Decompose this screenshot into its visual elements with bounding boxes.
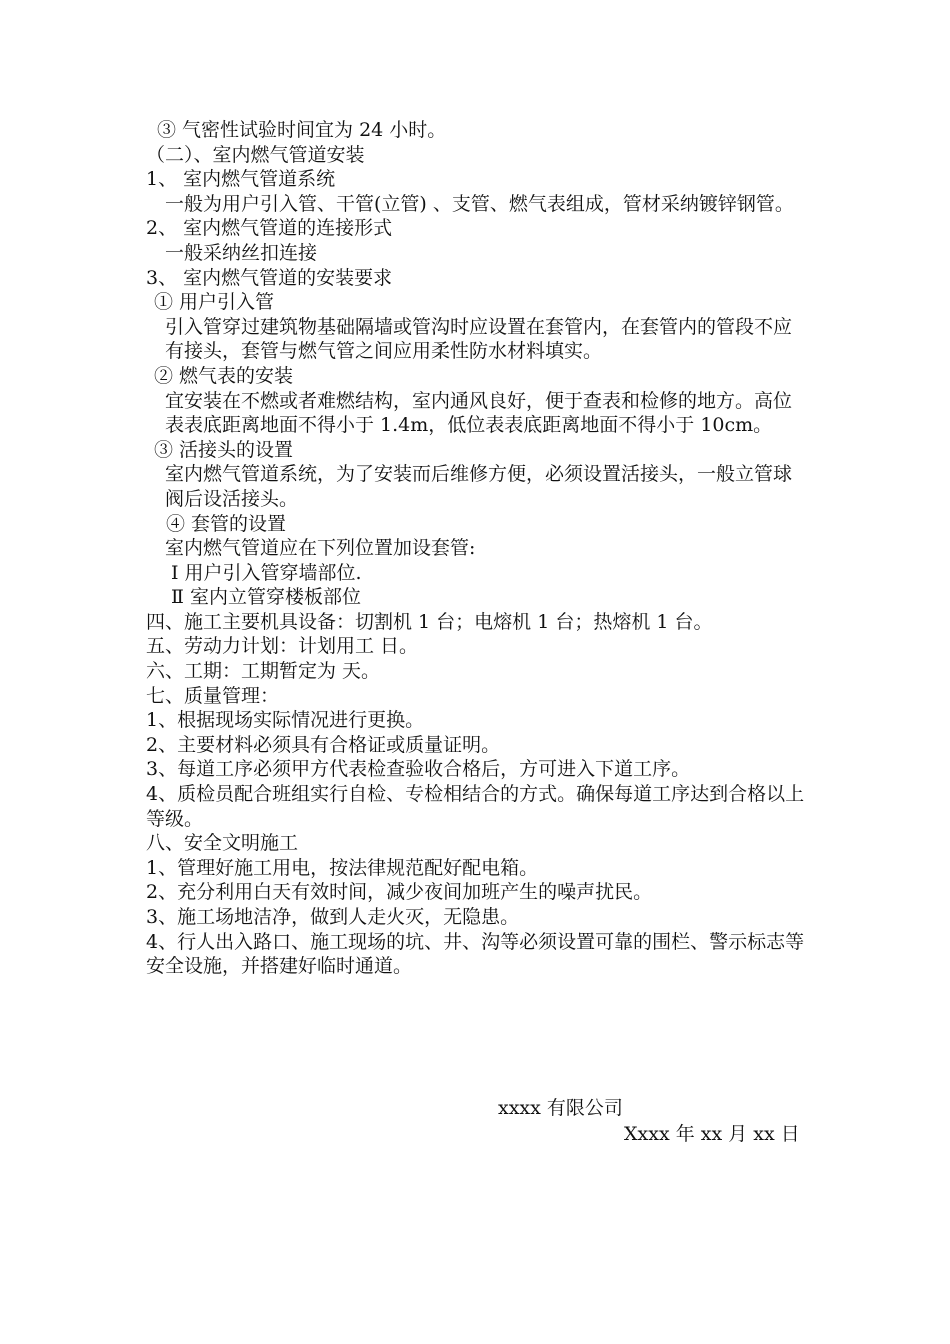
paragraph-line: 六、工期：工期暂定为 天。: [146, 660, 381, 683]
paragraph-line: 宜安装在不燃或者难燃结构，室内通风良好，便于查表和检修的地方。高位表表底距离地面不得小于 1.4m，低位表表底距离地面不得小于 10cm。: [165, 389, 793, 437]
paragraph-line: 1、根据现场实际情况进行更换。: [146, 709, 425, 732]
paragraph-line: ③ 活接头的设置: [154, 438, 294, 461]
paragraph-line: ① 用户引入管: [154, 291, 275, 314]
paragraph-line: Ⅰ 用户引入管穿墙部位.: [171, 561, 362, 584]
paragraph-line: 四、施工主要机具设备：切割机 1 台；电熔机 1 台；热熔机 1 台。: [146, 610, 713, 633]
paragraph-line: 五、劳动力计划：计划用工 日。: [146, 635, 419, 658]
paragraph-line: ② 燃气表的安装: [154, 364, 294, 387]
paragraph-line: 3、施工场地洁净，做到人走火灭，无隐患。: [146, 906, 520, 928]
paragraph-line: ③ 气密性试验时间宜为 24 小时。: [157, 119, 447, 141]
paragraph-line: 引入管穿过建筑物基础隔墙或管沟时应设置在套管内，在套管内的管段不应有接头，套管与燃气管之间应用柔性防水材料填实。: [165, 315, 793, 363]
paragraph-line: 室内燃气管道应在下列位置加设套管:: [165, 537, 476, 560]
paragraph-line: 3、每道工序必须甲方代表检查验收合格后，方可进入下道工序。: [146, 758, 691, 781]
paragraph-line: 1、管理好施工用电，按法律规范配好配电箱。: [146, 856, 539, 879]
paragraph-line: 2、 室内燃气管道的连接形式: [146, 217, 393, 240]
paragraph-line: 一般采纳丝扣连接: [165, 241, 318, 264]
paragraph-line: 一般为用户引入管、干管(立管) 、支管、燃气表组成，管材采纳镀锌钢管。: [165, 192, 794, 215]
paragraph-line: ④ 套管的设置: [166, 512, 287, 535]
document-body: [146, 118, 810, 979]
paragraph-line: （二）、室内燃气管道安装: [146, 143, 365, 166]
paragraph-line: 2、充分利用白天有效时间，减少夜间加班产生的噪声扰民。: [146, 881, 653, 904]
paragraph-line: 七、质量管理：: [146, 684, 280, 707]
paragraph-line: 室内燃气管道系统，为了安装而后维修方便，必须设置活接头，一般立管球阀后设活接头。: [165, 463, 793, 510]
paragraph-line: 4、行人出入路口、施工现场的坑、井、沟等必须设置可靠的围栏、警示标志等安全设施，并搭建好临时通道。: [146, 930, 805, 978]
paragraph-line: 1、 室内燃气管道系统: [146, 168, 336, 191]
signature-date: Xxxx 年 xx 月 xx 日: [624, 1123, 800, 1145]
signature-company: xxxx 有限公司: [498, 1097, 623, 1119]
paragraph-line: 2、主要材料必须具有合格证或质量证明。: [146, 733, 501, 756]
paragraph-line: Ⅱ 室内立管穿楼板部位: [171, 586, 361, 609]
paragraph-line: 4、质检员配合班组实行自检、专检相结合的方式。确保每道工序达到合格以上等级。: [146, 783, 805, 830]
paragraph-line: 3、 室内燃气管道的安装要求: [146, 266, 393, 289]
paragraph-line: 八、安全文明施工: [146, 832, 299, 855]
